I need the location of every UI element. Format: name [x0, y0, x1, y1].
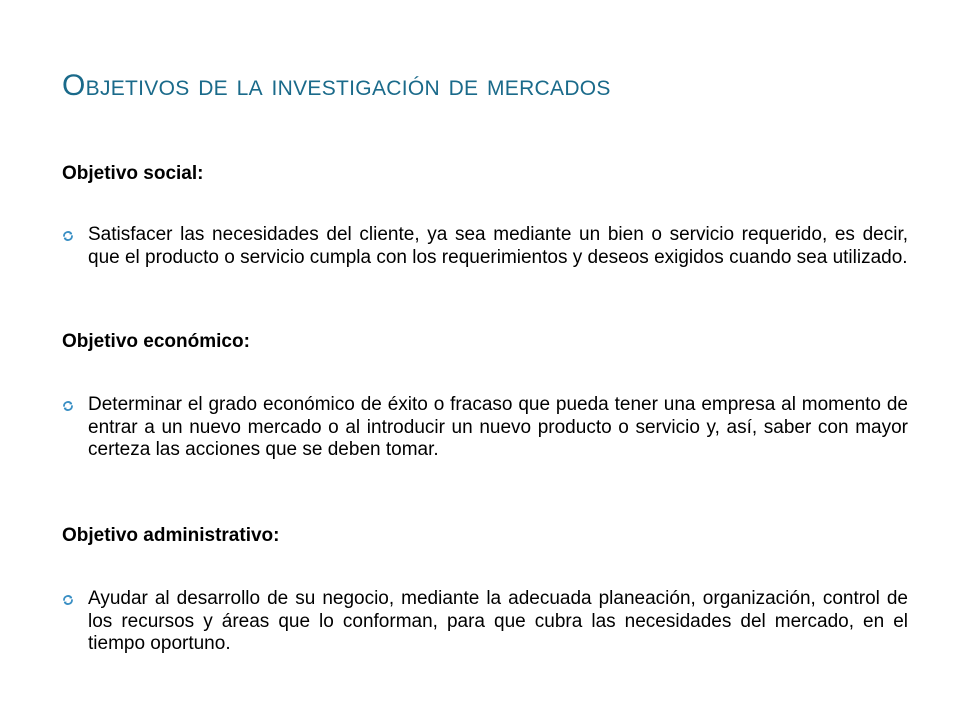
section-heading-administrativo: Objetivo administrativo: — [62, 525, 280, 546]
bullet-item-administrativo — [62, 588, 908, 656]
circular-arrows-icon — [62, 230, 74, 242]
bullet-text-economico: Determinar el grado económico de éxito o fracaso que pueda tener una empresa al momento de entrar a un nuevo mercado o al introducir un nuevo producto o servicio y, así, saber con mayor certeza las acciones que se deben tomar. — [88, 394, 908, 460]
section-heading-economico: Objetivo económico: — [62, 331, 250, 352]
bullet-item-economico — [62, 394, 908, 462]
circular-arrows-icon — [62, 400, 74, 412]
slide-title: Objetivos de la investigación de mercados — [62, 69, 611, 102]
bullet-text-social: Satisfacer las necesidades del cliente, ya sea mediante un bien o servicio requerido, es decir, que el producto o servicio cumpla con los requerimientos y deseos exigidos cuando sea utilizado. — [88, 224, 908, 268]
circular-arrows-icon — [62, 594, 74, 606]
bullet-text-administrativo: Ayudar al desarrollo de su negocio, mediante la adecuada planeación, organización, control de los recursos y áreas que lo conforman, para que cubra las necesidades del mercado, en el tiempo oportuno. — [88, 588, 908, 654]
bullet-item-social — [62, 224, 908, 269]
section-heading-social: Objetivo social: — [62, 163, 204, 184]
